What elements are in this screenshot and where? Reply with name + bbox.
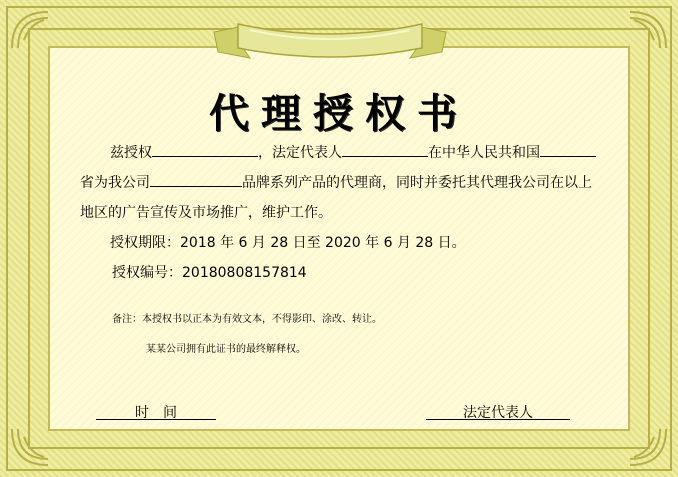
corner-ornament-icon (10, 427, 50, 467)
authorization-number: 授权编号：20180808157814 (112, 265, 307, 281)
body-line-3: 地区的广告宣传及市场推广，维护工作。 (80, 205, 332, 221)
blank-brand (150, 172, 242, 187)
blank-province (540, 142, 596, 157)
blank-company (152, 142, 258, 157)
ribbon-banner-icon (210, 4, 450, 66)
body-text: 品牌系列产品的代理商，同时并委托其代理我公司在以上 (242, 175, 592, 191)
body-line-1 (110, 142, 596, 162)
body-text: 在中华人民共和国 (428, 145, 540, 161)
corner-ornament-icon (628, 427, 668, 467)
page-title: 代理授权书 (209, 91, 469, 137)
body-text: ，法定代表人 (258, 145, 342, 161)
note-line: 备注：本授权书以正本为有效文本，不得影印、涂改、转让。 (112, 314, 382, 325)
body-text: 省为我公司 (80, 175, 150, 191)
corner-ornament-icon (628, 10, 668, 50)
blank-representative (342, 142, 428, 157)
body-line-2 (80, 172, 592, 192)
note-line: 某某公司拥有此证书的最终解释权。 (146, 344, 306, 355)
signature-representative (426, 402, 570, 420)
corner-ornament-icon (10, 10, 50, 50)
authorization-period: 授权期限：2018 年 6 月 28 日至 2020 年 6 月 28 日。 (110, 235, 466, 251)
time-label: 时 间 (135, 405, 177, 421)
representative-label: 法定代表人 (463, 405, 533, 421)
body-text: 兹授权 (110, 145, 152, 161)
signature-time (96, 402, 216, 420)
